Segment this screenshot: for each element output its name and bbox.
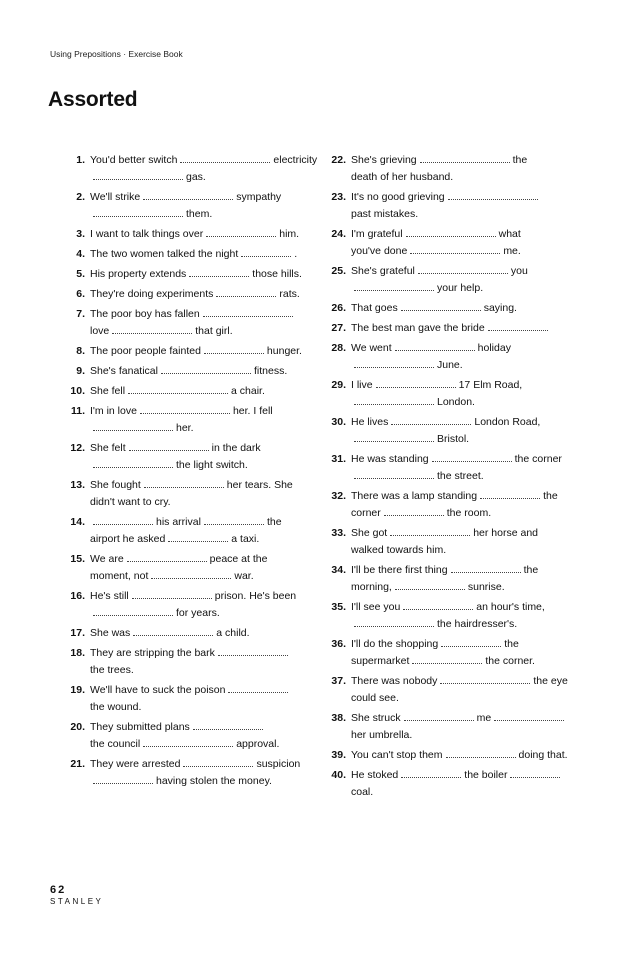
page-footer <box>50 884 103 906</box>
exercise-item: 31. He was standing the corner the street. <box>331 453 562 482</box>
exercise-item: 13. She fought her tears. She didn't want to cry. <box>70 479 293 508</box>
exercise-item: 28. We went holiday June. <box>331 342 511 371</box>
exercise-item: 2. We'll strike sympathy them. <box>76 191 282 220</box>
exercise-item: 39. You can't stop them doing that. <box>331 749 568 761</box>
exercise-item: 26. That goes saying. <box>331 302 517 314</box>
exercise-item: 4. The two women talked the night . <box>76 248 298 260</box>
exercise-item: 27. The best man gave the bride <box>321 320 579 337</box>
exercise-item: 37. There was nobody the eye could see. <box>331 675 568 704</box>
page-title: Assorted <box>48 88 138 111</box>
exercise-item: 6. They're doing experiments rats. <box>76 288 300 300</box>
exercise-item: 19. We'll have to suck the poison the wound. <box>60 682 330 716</box>
exercise-item: 30. He lives London Road, Bristol. <box>331 416 541 445</box>
exercise-item: 5. His property extends those hills. <box>76 268 302 280</box>
page-number: 62 <box>50 884 67 896</box>
exercise-item: 36. I'll do the shopping the supermarket the corner. <box>331 638 535 667</box>
exercise-item: 29. I live 17 Elm Road, London. <box>331 379 523 408</box>
exercise-item: 10. She fell a chair. <box>70 385 265 397</box>
exercise-item: 18. They are stripping the bark the trees. <box>60 645 330 679</box>
exercise-column-right <box>321 152 579 804</box>
exercise-item: 32. There was a lamp standing the corner the room. <box>331 490 558 519</box>
exercise-item: 24. I'm grateful what you've done me. <box>331 228 521 257</box>
exercise-item: 33. She got her horse and walked towards him. <box>331 527 538 556</box>
exercise-item: 8. The poor people fainted hunger. <box>76 345 302 357</box>
running-header: Using Prepositions · Exercise Book <box>50 49 183 59</box>
exercise-item: 22. She's grieving the death of her husband. <box>331 154 528 183</box>
exercise-item: 21. They were arrested suspicion having stolen the money. <box>70 758 301 787</box>
exercise-item: 23. It's no good grieving past mistakes. <box>321 189 579 223</box>
exercise-item: 20. They submitted plans the council approval. <box>70 721 280 750</box>
exercise-item: 12. She felt in the dark the light switch. <box>70 442 261 471</box>
exercise-item: 9. She's fanatical fitness. <box>76 365 288 377</box>
exercise-item: 11. I'm in love her. I fell her. <box>70 405 273 434</box>
exercise-item: 16. He's still prison. He's been for years. <box>70 590 297 619</box>
exercise-item: 35. I'll see you an hour's time, the hairdresser's. <box>331 601 545 630</box>
exercise-column-left <box>60 152 330 793</box>
exercise-item: 25. She's grateful you your help. <box>331 265 528 294</box>
exercise-item: 40. He stoked the boiler coal. <box>321 767 579 801</box>
exercise-item: 3. I want to talk things over him. <box>76 228 300 240</box>
exercise-item: 15. We are peace at the moment, not war. <box>70 553 268 582</box>
exercise-item: 7. The poor boy has fallen love that girl. <box>60 306 330 340</box>
exercise-item: 17. She was a child. <box>70 627 250 639</box>
exercise-item: 38. She struck me her umbrella. <box>321 710 579 744</box>
exercise-item: 14. his arrival the airport he asked a taxi. <box>70 516 282 545</box>
exercise-item: 1. You'd better switch electricity gas. <box>76 154 318 183</box>
exercise-item: 34. I'll be there first thing the morning, sunrise. <box>331 564 539 593</box>
publisher-brand: STANLEY <box>50 897 104 906</box>
